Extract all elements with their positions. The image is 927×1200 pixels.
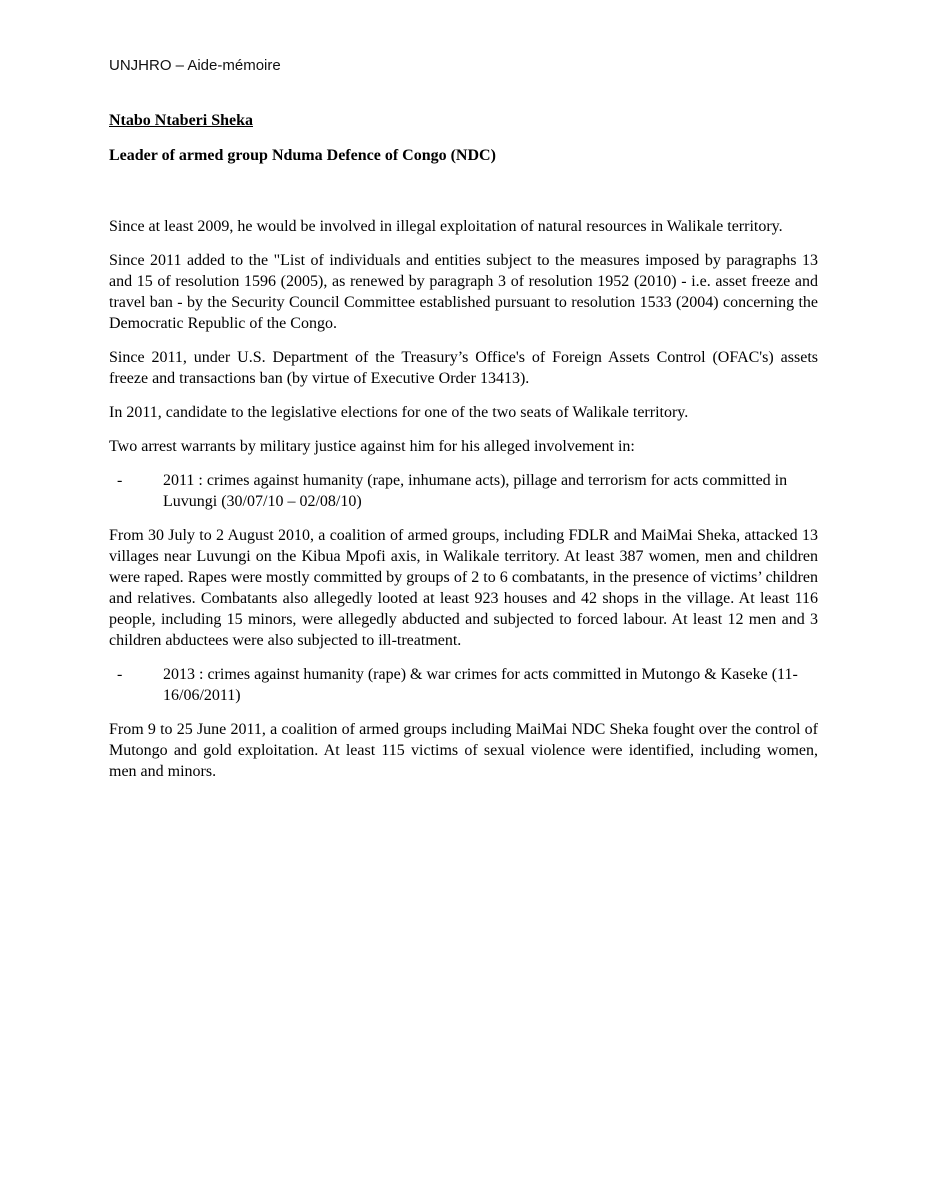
bullet-item-mutongo-warrant xyxy=(109,664,818,706)
paragraph-ofac-sanctions: Since 2011, under U.S. Department of the Treasury’s Office's of Foreign Assets Control (OFAC's) assets freeze and transactions ban (by virtue of Executive Order 13413). xyxy=(109,349,818,387)
person-role-subtitle: Leader of armed group Nduma Defence of Congo (NDC) xyxy=(109,147,496,164)
person-name-heading: Ntabo Ntaberi Sheka xyxy=(109,112,254,129)
paragraph-un-sanctions-list: Since 2011 added to the "List of individuals and entities subject to the measures imposed by paragraphs 13 and 15 of resolution 1596 (2005), as renewed by paragraph 3 of resolution 1952 (2010) - i.e. asset freeze and travel ban - by the Security Council Committee established pursuant to resolution 1533 (2004) concerning the Democratic Republic of the Congo. xyxy=(109,252,818,332)
document-body xyxy=(109,110,818,795)
bullet-marker: - xyxy=(117,666,123,683)
bullet-text: 2013 : crimes against humanity (rape) & war crimes for acts committed in Mutongo & Kaseke (11-16/06/2011) xyxy=(163,666,798,704)
bullet-item-luvungi-warrant xyxy=(109,470,818,512)
bullet-marker: - xyxy=(117,472,123,489)
paragraph-mutongo-fighting: From 9 to 25 June 2011, a coalition of armed groups including MaiMai NDC Sheka fought over the control of Mutongo and gold exploitation. At least 115 victims of sexual violence were identified, including women, men and minors. xyxy=(109,721,818,780)
page-header: UNJHRO – Aide-mémoire xyxy=(109,57,281,74)
paragraph-arrest-warrants-intro: Two arrest warrants by military justice against him for his alleged involvement in: xyxy=(109,438,635,455)
paragraph-resource-exploitation: Since at least 2009, he would be involved in illegal exploitation of natural resources in Walikale territory. xyxy=(109,218,783,235)
bullet-text: 2011 : crimes against humanity (rape, inhumane acts), pillage and terrorism for acts committed in Luvungi (30/07/10 – 02/08/10) xyxy=(163,472,788,510)
paragraph-legislative-candidacy: In 2011, candidate to the legislative elections for one of the two seats of Walikale territory. xyxy=(109,404,689,421)
paragraph-luvungi-attacks: From 30 July to 2 August 2010, a coalition of armed groups, including FDLR and MaiMai Sheka, attacked 13 villages near Luvungi on the Kibua Mpofi axis, in Walikale territory. At least 387 women, men and children were raped. Rapes were mostly committed by groups of 2 to 6 combatants, in the presence of victims’ children and relatives. Combatants also allegedly looted at least 923 houses and 42 shops in the village. At least 116 people, including 15 minors, were allegedly abducted and subjected to forced labour. At least 12 men and 3 children abductees were also subjected to ill-treatment. xyxy=(109,527,818,649)
